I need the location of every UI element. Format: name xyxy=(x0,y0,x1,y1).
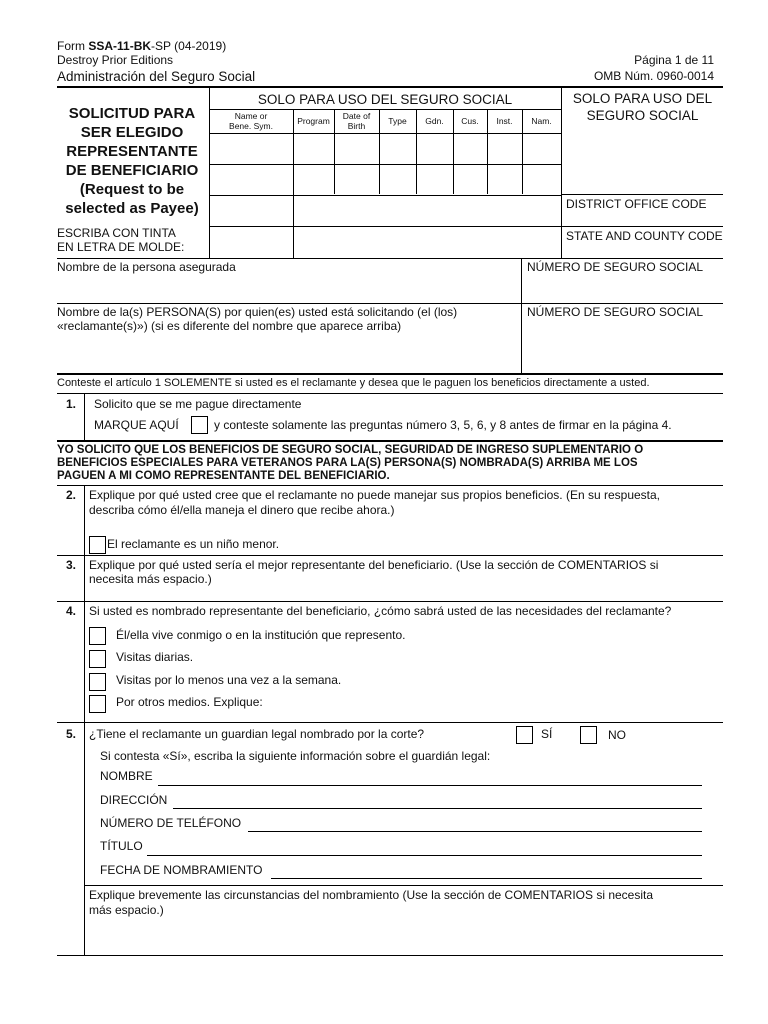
q1-followup: y conteste solamente las preguntas número 3, 5, 6, y 8 antes de firmar en la página 4. xyxy=(214,418,672,432)
q3-line1: Explique por qué usted sería el mejor representante del beneficiario. (Use la sección de COMENTARIOS si xyxy=(89,558,659,572)
q5-explain-field[interactable] xyxy=(88,920,720,952)
request-statement: YO SOLICITO QUE LOS BENEFICIOS DE SEGURO SOCIAL, SEGURIDAD DE INGRESO SUPLEMENTARIO O BENEFICIOS ESPECIALES PARA VETERANOS PARA LA(S) PERSONA(S) NOMBRADA(S) ARRIBA ME LOS PAGUEN A MI COMO REPRESENTANTE DEL BENEFICIARIO. xyxy=(57,444,644,482)
q5-yes-checkbox[interactable] xyxy=(516,726,533,744)
guardian-date-label: FECHA DE NOMBRAMIENTO xyxy=(100,863,263,877)
col-cus: Cus. xyxy=(461,116,479,126)
agency-name: Administración del Seguro Social xyxy=(57,69,256,84)
guardian-address-field[interactable] xyxy=(173,808,702,809)
q4-option-4-label: Por otros medios. Explique: xyxy=(116,695,263,709)
guardian-phone-label: NÚMERO DE TELÉFONO xyxy=(100,816,242,830)
q1-instruction: Conteste el artículo 1 SOLEMENTE si usted es el reclamante y desea que le paguen los beneficios directamente a usted. xyxy=(57,377,650,389)
page-number: Página 1 de 11 xyxy=(634,53,714,67)
q5-explain-line1: Explique brevemente las circunstancias del nombramiento (Use la sección de COMENTARIOS si necesita xyxy=(89,888,654,902)
state-county-code-label: STATE AND COUNTY CODE xyxy=(566,229,723,243)
q5-yes-label: SÍ xyxy=(541,727,553,741)
q5-text: ¿Tiene el reclamante un guardian legal nombrado por la corte? xyxy=(89,727,425,741)
ssa-use-heading: SOLO PARA USO DEL SEGURO SOCIAL xyxy=(257,92,513,107)
col-inst: Inst. xyxy=(496,116,513,126)
bottom-rule xyxy=(57,955,723,956)
q5-number: 5. xyxy=(66,727,77,741)
guardian-date-field[interactable] xyxy=(271,878,702,879)
col-program: Program xyxy=(297,116,330,126)
q4-option-3-checkbox[interactable] xyxy=(89,673,106,691)
q1-text: Solicito que se me pague directamente xyxy=(94,397,302,411)
destroy-note: Destroy Prior Editions xyxy=(57,53,174,67)
ssn-field-2[interactable] xyxy=(525,322,720,370)
ssn-label-1: NÚMERO DE SEGURO SOCIAL xyxy=(527,260,704,274)
guardian-title-field[interactable] xyxy=(147,855,702,856)
q4-number: 4. xyxy=(66,604,77,618)
ink-note-1: ESCRIBA CON TINTA xyxy=(57,226,176,240)
col-nam: Nam. xyxy=(531,116,552,126)
district-office-code-label: DISTRICT OFFICE CODE xyxy=(566,197,707,211)
claimant-name-label-1: Nombre de la(s) PERSONA(S) por quien(es) usted está solicitando (el (los) xyxy=(57,305,458,319)
col-name-or-bene: Name or Bene. Sym. xyxy=(229,111,273,131)
q2-number: 2. xyxy=(66,488,77,502)
ssn-label-2: NÚMERO DE SEGURO SOCIAL xyxy=(527,305,704,319)
q5-no-label: NO xyxy=(608,728,626,742)
ssa-use-side-heading: SOLO PARA USO DEL SEGURO SOCIAL xyxy=(572,91,713,123)
form-number: Form SSA-11-BK-SP (04-2019) xyxy=(57,39,227,53)
q5-if-yes: Si contesta «Sí», escriba la siguiente información sobre el guardián legal: xyxy=(100,749,491,763)
q1-checkbox[interactable] xyxy=(191,416,208,434)
q4-option-1-label: Él/ella vive conmigo o en la institución que represento. xyxy=(116,628,406,642)
claimant-name-label-2: «reclamante(s)») (si es diferente del nombre que aparece arriba) xyxy=(57,319,402,333)
q4-option-2-label: Visitas diarias. xyxy=(116,650,194,664)
guardian-name-field[interactable] xyxy=(158,785,702,786)
guardian-name-label: NOMBRE xyxy=(100,769,153,783)
col-date-of-birth: Date of Birth xyxy=(342,111,371,131)
q2-line2: describa cómo él/ella maneja el dinero que recibe ahora.) xyxy=(89,503,395,517)
insured-name-label: Nombre de la persona asegurada xyxy=(57,260,236,274)
q2-line1: Explique por qué usted cree que el reclamante no puede manejar sus propios beneficios. (En su respuesta, xyxy=(89,488,661,502)
q5-no-checkbox[interactable] xyxy=(580,726,597,744)
q4-option-2-checkbox[interactable] xyxy=(89,650,106,668)
ink-note-2: EN LETRA DE MOLDE: xyxy=(57,240,185,254)
q2-minor-label: El reclamante es un niño menor. xyxy=(107,537,280,551)
top-rule xyxy=(57,86,723,88)
q1-mark-here: MARQUE AQUÍ xyxy=(94,418,179,432)
q4-option-3-label: Visitas por lo menos una vez a la semana. xyxy=(116,673,342,687)
col-gdn: Gdn. xyxy=(425,116,444,126)
q3-number: 3. xyxy=(66,558,77,572)
q2-minor-checkbox[interactable] xyxy=(89,536,106,554)
ssn-field-1[interactable] xyxy=(525,275,720,301)
guardian-title-label: TÍTULO xyxy=(100,839,143,853)
guardian-address-label: DIRECCIÓN xyxy=(100,793,168,807)
q3-line2: necesita más espacio.) xyxy=(89,572,212,586)
insured-name-field[interactable] xyxy=(60,275,518,301)
claimant-name-field[interactable] xyxy=(60,336,518,370)
q4-option-4-checkbox[interactable] xyxy=(89,695,106,713)
guardian-phone-field[interactable] xyxy=(248,831,702,832)
q5-explain-line2: más espacio.) xyxy=(89,903,164,917)
q1-number: 1. xyxy=(66,397,77,411)
q4-option-1-checkbox[interactable] xyxy=(89,627,106,645)
q4-text: Si usted es nombrado representante del beneficiario, ¿cómo sabrá usted de las necesidades del reclamante? xyxy=(89,604,672,618)
col-type: Type xyxy=(388,116,407,126)
form-title: SOLICITUD PARA SER ELEGIDO REPRESENTANTE DE BENEFICIARIO (Request to be selected as Payee) xyxy=(65,105,199,217)
omb-number: OMB Núm. 0960-0014 xyxy=(593,69,714,83)
